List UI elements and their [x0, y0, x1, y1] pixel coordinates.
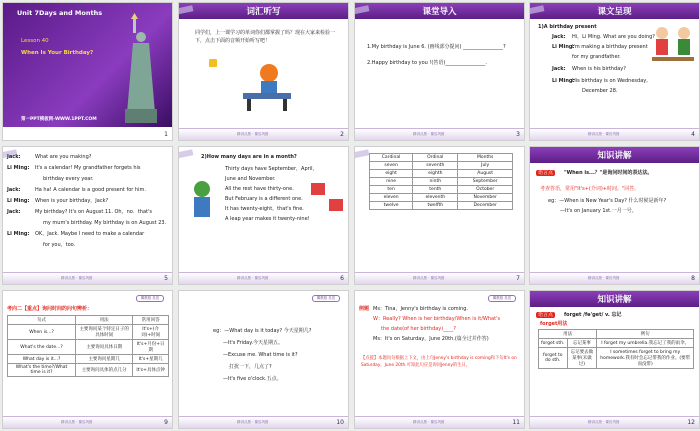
slide-header — [530, 291, 699, 307]
table-row — [8, 355, 169, 364]
table-row — [370, 178, 513, 186]
table-cell: tenth — [413, 186, 458, 194]
slide-6-thumbnail[interactable] — [178, 146, 349, 285]
table-cell: eighth — [413, 170, 458, 178]
slide-12-thumbnail[interactable] — [529, 290, 700, 429]
example-line: eg：—When is New Year's Day? 什么时候是新年? — [548, 198, 667, 204]
column-header: Cardinal — [370, 154, 413, 162]
slide-footer: 精讲点拨 · 课后巩固 — [530, 272, 699, 284]
slide-header — [355, 3, 524, 19]
slide-footer: 精讲点拨 · 课后巩固 — [179, 416, 348, 428]
table-cell: It's+月份+日期 — [133, 340, 169, 355]
dialogue-line: birthday every year. — [43, 176, 94, 182]
statue-of-liberty-icon — [111, 13, 169, 123]
table-cell: What's the time?/What time is it? — [8, 364, 76, 377]
table-row — [370, 202, 513, 210]
slide-number: 7 — [516, 275, 520, 282]
slide-footer: 精讲点拨 · 课后巩固 — [355, 416, 524, 428]
table-cell: 主要询问星期几 — [76, 355, 133, 364]
dialogue-line: the date(of her birthday)____? — [381, 326, 456, 332]
dialogue-line: Ms：Tina，Jenny's birthday is coming. — [373, 306, 468, 312]
section-heading: 考向二【重点】询问时间的问句辨析： — [7, 306, 93, 312]
table-row — [8, 364, 169, 377]
table-row — [370, 186, 513, 194]
example-line: —It's Friday.今天星期五。 — [223, 340, 284, 346]
slide-header — [179, 3, 348, 19]
dialogue-line: I'm making a birthday present — [572, 44, 648, 50]
table-cell: ninth — [413, 178, 458, 186]
table-cell: When is...? — [8, 325, 76, 340]
table-row — [539, 339, 694, 348]
usage-heading: forget用法 — [540, 321, 568, 327]
dialogue-line: W：Really? When is her birthday/When is it/What's — [373, 316, 501, 322]
slide-title: 知识讲解 — [597, 295, 632, 305]
gift-boxes-icon — [309, 179, 347, 219]
slide-footer: 精讲点拨 · 课后巩固 — [3, 416, 172, 428]
section-heading: 1)A birthday present — [538, 24, 597, 30]
slide-number: 1 — [164, 131, 168, 138]
speaker: Li Ming: — [7, 198, 30, 204]
table-row — [370, 194, 513, 202]
slide-number: 11 — [512, 419, 520, 426]
table-cell: I forget my umbrella.我忘记了我的雨伞。 — [597, 339, 694, 348]
slide-number: 8 — [691, 275, 695, 282]
slide-4-thumbnail[interactable] — [529, 2, 700, 141]
slide-number: 6 — [340, 275, 344, 282]
language-point-badge: 语言点 — [538, 170, 554, 176]
poem-line: Thirty days have September，April， — [225, 166, 318, 172]
table-row — [370, 162, 513, 170]
slide-footer: 精讲点拨 · 课后巩固 — [179, 128, 348, 140]
column-header: 常用回答 — [133, 316, 169, 325]
table-cell: 忘记某事 — [567, 339, 597, 348]
slide-11-thumbnail[interactable] — [354, 290, 525, 429]
table-cell: forget to do sth. — [539, 348, 568, 369]
table-row — [370, 170, 513, 178]
table-cell: 主要询问某个特定日子的具体时间 — [76, 325, 133, 340]
dialogue-line: When is his birthday? — [572, 66, 626, 72]
slide-title: 课堂导入 — [422, 7, 457, 17]
speaker: Li Ming: — [7, 165, 30, 171]
slide-footer: 精讲点拨 · 课后巩固 — [3, 272, 172, 284]
footer-brand: 第一PPT模板网-WWW.1PPT.COM — [21, 117, 97, 122]
table-cell: September — [458, 178, 513, 186]
forget-usage-table — [538, 329, 694, 369]
poem-line: June and November. — [225, 176, 276, 182]
example-badge: 例题 — [359, 306, 370, 312]
table-cell: forget sth. — [539, 339, 568, 348]
slide-number: 3 — [516, 131, 520, 138]
slide-footer: 精讲点拨 · 课后巩固 — [355, 272, 524, 284]
numbers-months-table — [369, 153, 513, 210]
table-cell: seventh — [413, 162, 458, 170]
table-cell: 主要询问具体日期 — [76, 340, 133, 355]
slide-3-thumbnail[interactable] — [354, 2, 525, 141]
dialogue-line: December 28. — [582, 88, 618, 94]
dialogue-line: Ha ha! A calendar is a good present for him. — [35, 187, 146, 193]
explanation-line: 考查答语，常用"It's+(介词)+时间。"回答。 — [540, 186, 640, 192]
table-cell: twelfth — [413, 202, 458, 210]
cartoon-character-icon — [183, 177, 221, 227]
slide-footer: 精讲点拨 · 课后巩固 — [179, 272, 348, 284]
dialogue-line: What are you making? — [35, 154, 92, 160]
dialogue-line: Hi，Li Ming. What are you doing? — [572, 34, 655, 40]
student-at-desk-icon — [237, 61, 297, 113]
speaker: Li Ming: — [7, 231, 30, 237]
column-header: Months — [458, 154, 513, 162]
speaker: Li Ming: — [552, 78, 575, 84]
table-cell: What day is it...? — [8, 355, 76, 364]
slide-7-thumbnail[interactable] — [354, 146, 525, 285]
table-cell: It's+(介词)+时间 — [133, 325, 169, 340]
slide-footer: 精讲点拨 · 课后巩固 — [355, 128, 524, 140]
audio-speaker-icon[interactable] — [209, 59, 217, 67]
table-cell: It's+星期几 — [133, 355, 169, 364]
table-cell: November — [458, 194, 513, 202]
example-line: —It's five o'clock.五点。 — [223, 376, 282, 382]
dialogue-line: His birthday is on Wednesday, — [572, 78, 648, 84]
column-header: 用法 — [539, 330, 597, 339]
slide-title: 课文呈现 — [597, 7, 632, 17]
pencil-decoration — [178, 149, 193, 159]
textbook-emblem: 冀教版 英语 — [488, 295, 516, 302]
slide-5-thumbnail[interactable] — [2, 146, 173, 285]
table-row — [8, 340, 169, 355]
slide-10-thumbnail[interactable] — [178, 290, 349, 429]
table-cell: eleven — [370, 194, 413, 202]
section-heading: 2)How many days are in a month? — [201, 154, 297, 160]
lesson-title: When Is Your Birthday? — [21, 50, 94, 56]
question-1: 1.My birthday is June 6. (画线部分提问) — [367, 44, 462, 50]
poem-line: But February is a different one. — [225, 196, 303, 202]
slide-number: 2 — [340, 131, 344, 138]
language-point: "When is...？"是询问时间的表达法。 — [564, 170, 653, 176]
dialogue-line: It's a calendar! My grandfather forgets his — [35, 165, 141, 171]
dialogue-line: OK，Jack. Maybe I need to make a calendar — [35, 231, 145, 237]
poem-line: All the rest have thirty-one. — [225, 186, 294, 192]
example-line: 打扰一下，几点了? — [229, 364, 272, 370]
example-line: eg：—What day is it today? 今天星期几? — [213, 328, 312, 334]
unit-title: Unit 7Days and Months — [17, 9, 103, 17]
dialogue-line: for you，too. — [43, 242, 76, 248]
slide-number: 12 — [687, 419, 695, 426]
speaker: Jack: — [7, 154, 21, 160]
column-header: 句式 — [8, 316, 76, 325]
table-cell: eight — [370, 170, 413, 178]
column-header: Ordinal — [413, 154, 458, 162]
slide-number: 10 — [336, 419, 344, 426]
table-cell: August — [458, 170, 513, 178]
question-comparison-table — [7, 315, 169, 377]
slide-header — [530, 3, 699, 19]
table-cell: eleventh — [413, 194, 458, 202]
instruction-text: 同学们，上一课学习的单词你们都掌握了吗？现在大家来检验一下，点击下面的音频开始听写吧！ — [195, 30, 336, 44]
dialogue-line: Ms：It's on Saturday，June 20th.(篇全过并作答) — [373, 336, 489, 342]
table-cell: What's the date...? — [8, 340, 76, 355]
dialogue-line: my mum's birthday. My birthday is on August 23. — [43, 220, 167, 226]
dialogue-line: When is your birthday，Jack? — [35, 198, 109, 204]
table-cell: twelve — [370, 202, 413, 210]
example-line: —It's on January 1st.一月一号。 — [560, 208, 637, 214]
speaker: Li Ming: — [552, 44, 575, 50]
slide-1-thumbnail[interactable] — [2, 2, 173, 141]
question-2: 2.Happy birthday to you !(答语)________________. — [367, 60, 487, 66]
table-cell: I sometimes forget to bring my homework.我有时会忘记带我的作业。(要带而没带) — [597, 348, 694, 369]
table-cell: 忘记要去做某事(未做过) — [567, 348, 597, 369]
pencil-decoration — [354, 149, 369, 159]
slide-title: 词汇听写 — [246, 7, 281, 17]
textbook-emblem: 冀教版 英语 — [312, 295, 340, 302]
example-line: —Excuse me. What time is it? — [223, 352, 298, 358]
dialogue-line: My birthday? It's on August 11. Oh，no．that's — [35, 209, 152, 215]
column-header: 例句 — [597, 330, 694, 339]
language-point-badge: 语言点 — [538, 312, 554, 318]
textbook-emblem: 冀教版 英语 — [136, 295, 164, 302]
speaker: Jack: — [7, 187, 21, 193]
poem-line: It has twenty-eight，that's fine. — [225, 206, 304, 212]
speaker: Jack: — [552, 34, 566, 40]
slide-number: 9 — [164, 419, 168, 426]
slide-footer: 精讲点拨 · 课后巩固 — [530, 128, 699, 140]
boys-illustration-icon — [648, 23, 698, 75]
table-cell: seven — [370, 162, 413, 170]
slide-footer: 精讲点拨 · 课后巩固 — [530, 416, 699, 428]
language-point: forget /fə'get/ v. 忘记 — [564, 312, 622, 318]
speaker: Jack: — [7, 209, 21, 215]
column-header: 用法 — [76, 316, 133, 325]
table-row — [539, 348, 694, 369]
table-cell: December — [458, 202, 513, 210]
slide-title: 知识讲解 — [597, 151, 632, 161]
slide-header — [530, 147, 699, 163]
table-cell: nine — [370, 178, 413, 186]
table-cell: July — [458, 162, 513, 170]
table-row — [8, 325, 169, 340]
slide-8-thumbnail[interactable] — [529, 146, 700, 285]
slide-number: 5 — [164, 275, 168, 282]
slide-9-thumbnail[interactable] — [2, 290, 173, 429]
table-cell: It's+具体点钟 — [133, 364, 169, 377]
slide-2-thumbnail[interactable] — [178, 2, 349, 141]
speaker: Jack: — [552, 66, 566, 72]
dialogue-line: for my grandfather. — [572, 54, 621, 60]
answer-blank-1: ________________? — [463, 44, 506, 50]
explanation-note: 【点拨】本题问句根据上下文，由上句Jenny's birthday is coming和下句It's on Saturday，June 20th.可知此句应是询问Jenny的生日。 — [361, 356, 517, 368]
table-cell: ten — [370, 186, 413, 194]
slide-number: 4 — [691, 131, 695, 138]
lesson-label: Lesson 40 — [21, 38, 49, 44]
poem-line: A leap year makes it twenty-nine! — [225, 216, 310, 222]
table-cell: 主要询问具体的点几分 — [76, 364, 133, 377]
table-cell: October — [458, 186, 513, 194]
